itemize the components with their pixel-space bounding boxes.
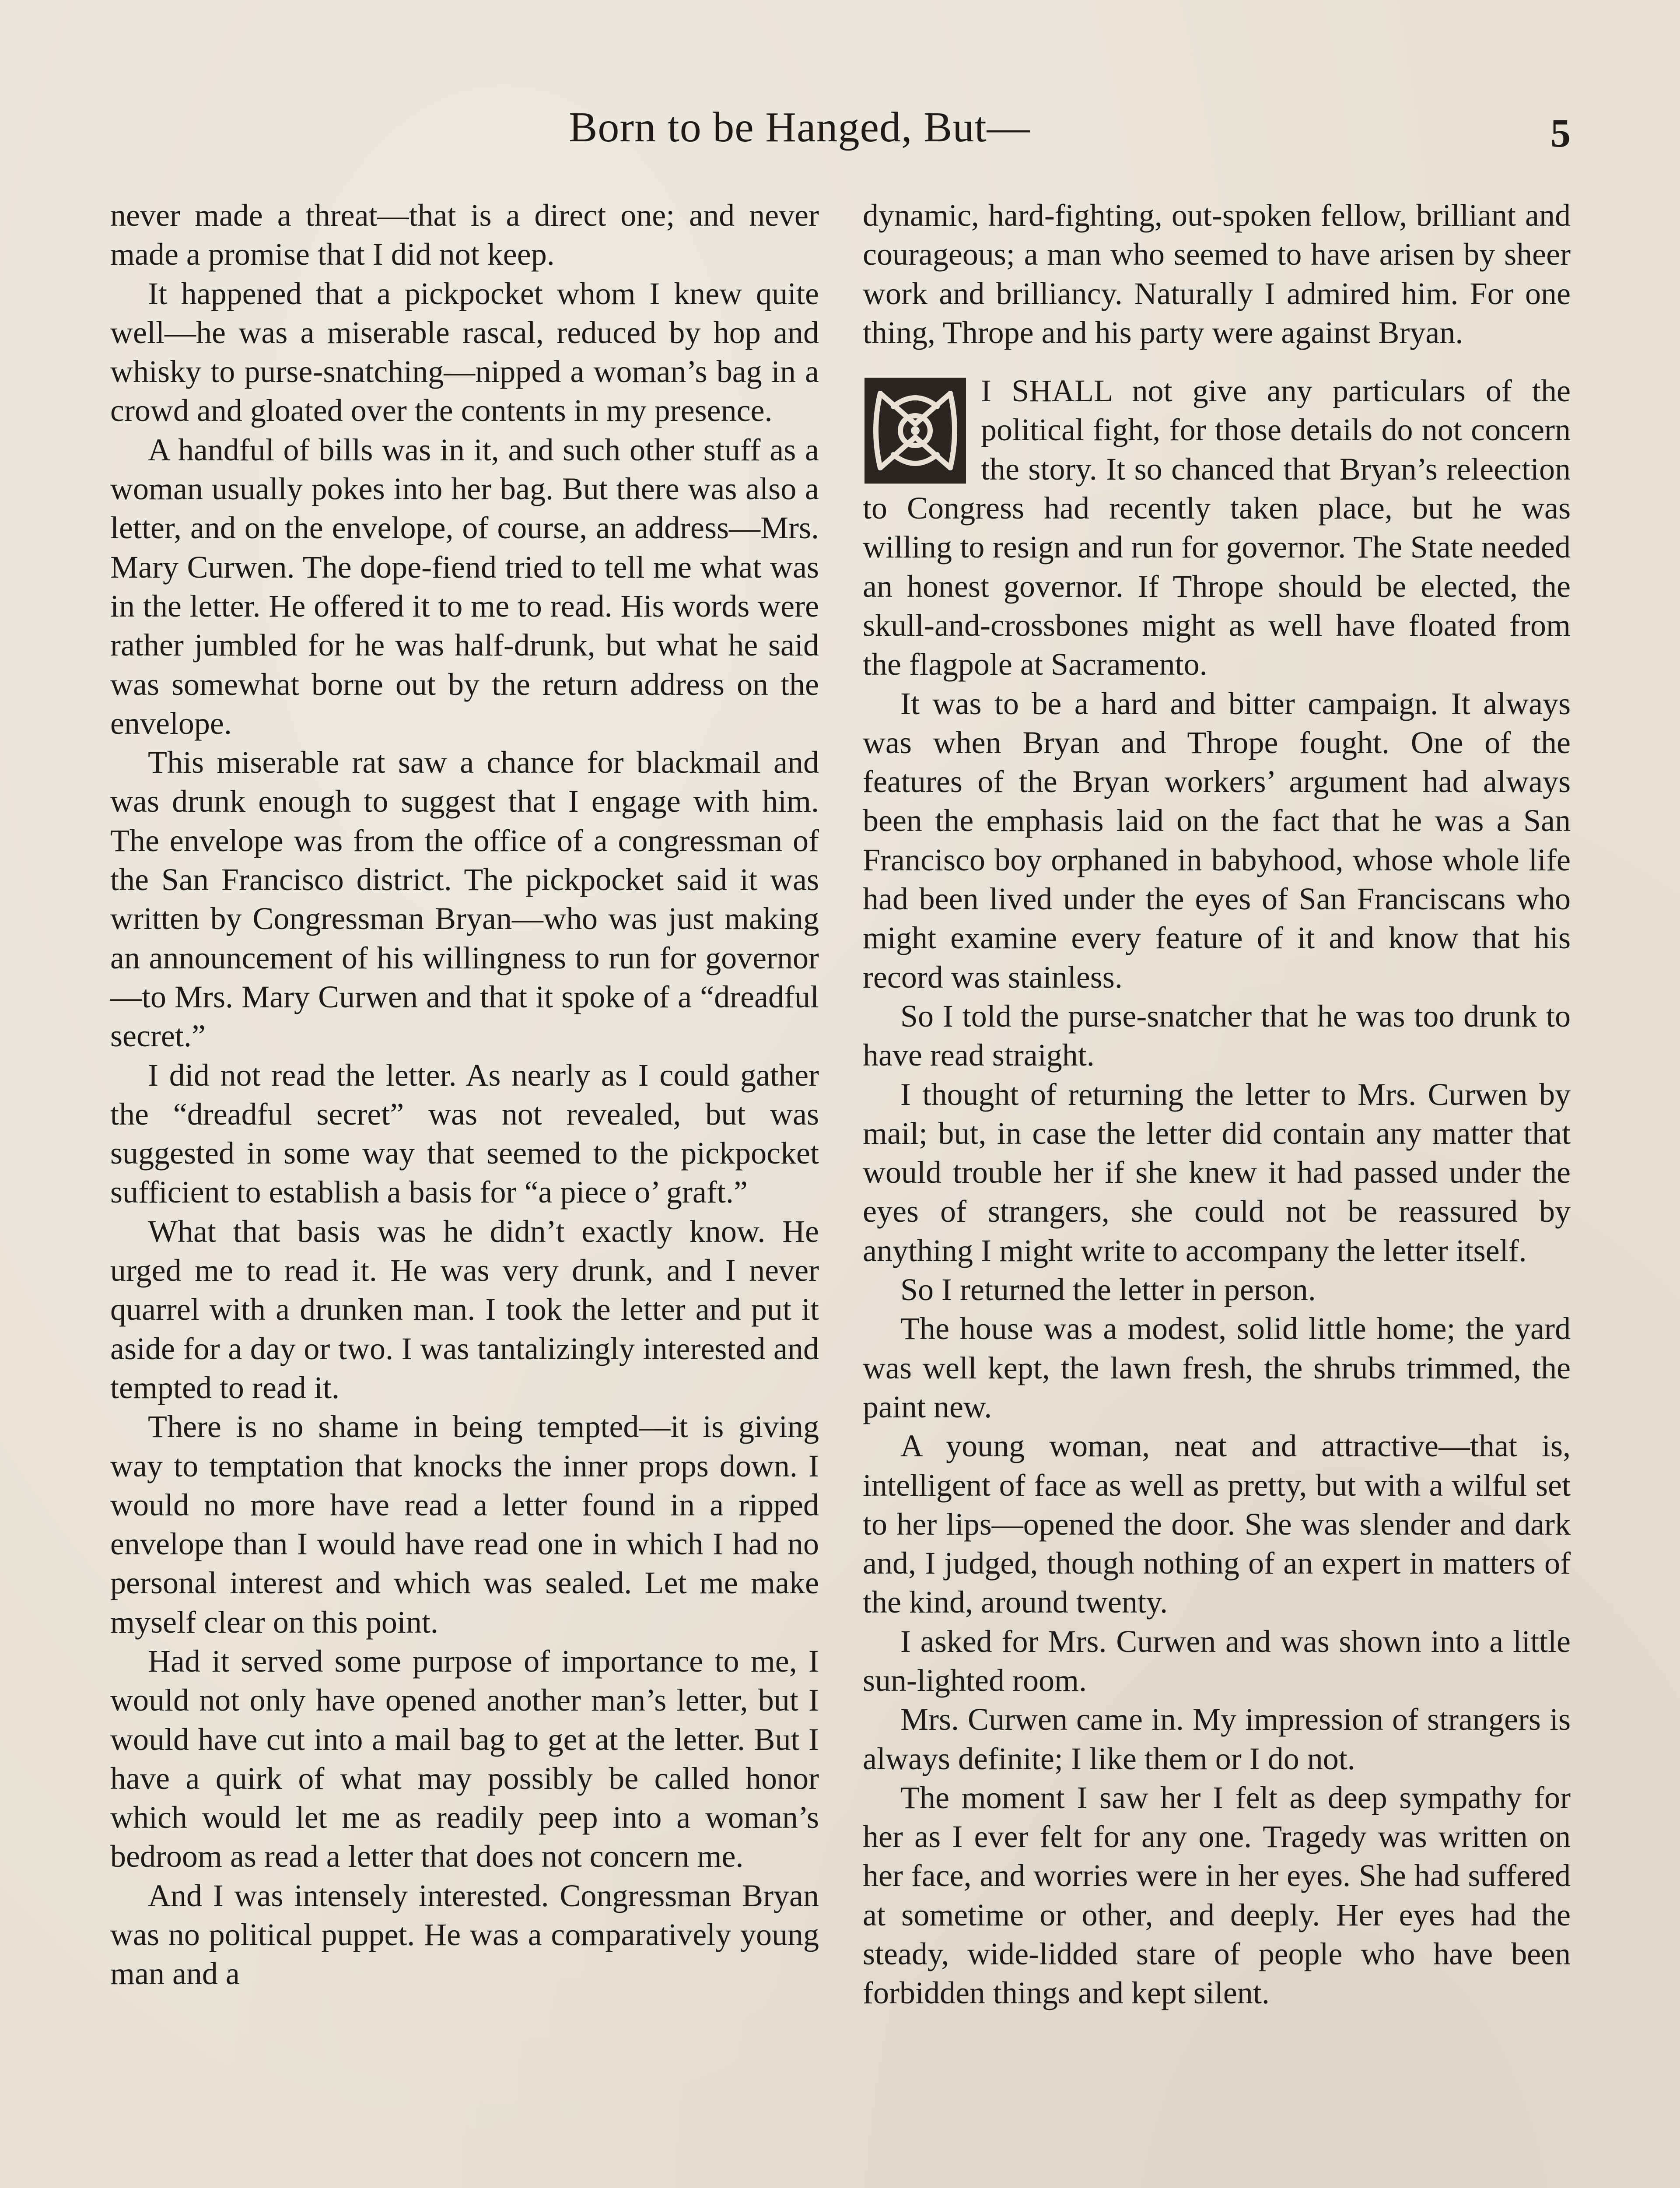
page-number: 5 bbox=[1550, 111, 1571, 155]
paragraph: Had it served some purpose of importance to me, I would not only have opened another man’s letter, but I would have cut into a mail bag to get at the letter. But I have a quirk of what may possibly be called honor which would let me as readily peep into a woman’s bedroom as read a letter that does not concern me. bbox=[110, 1643, 819, 1874]
paragraph: And I was intensely interested. Congressman Bryan was no political puppet. He was a comparatively young man and a bbox=[110, 1878, 819, 1992]
paragraph: A young woman, neat and attractive—that is, intelligent of face as well as pretty, but with a wilful set to her lips—opened the door. She was slender and dark and, I judged, though nothing of an expert in matters of the kind, around twenty. bbox=[863, 1428, 1571, 1620]
celtic-knot-ornament-icon bbox=[863, 376, 968, 485]
running-title: Born to be Hanged, But— bbox=[569, 104, 1030, 151]
paragraph: dynamic, hard-fighting, out-spoken fellow, brilliant and courageous; a man who seemed to have arisen by sheer work and brilliancy. Naturally I admired him. For one thing, Thrope and his party were against Bryan. bbox=[863, 198, 1571, 350]
paragraph: It happened that a pickpocket whom I knew quite well—he was a miserable rascal, reduced by hop and whisky to purse-snatching—nipped a woman’s bag in a crowd and gloated over the contents in my presence. bbox=[110, 276, 819, 428]
section-start-text: I SHALL not give any particulars of the political fight, for those details do not concern the story. It so chanced that Bryan’s releection to Congress had recently taken place, but he was willing to resign and run for governor. The State needed an honest governor. If Thrope should be elected, the skull-and-crossbones might as well have floated from the flagpole at Sacramento. bbox=[863, 373, 1571, 682]
paragraph: There is no shame in being tempted—it is giving way to temptation that knocks the inner props down. I would no more have read a letter found in a ripped envelope than I would have read one in which I had no personal interest and which was sealed. Let me make myself clear on this point. bbox=[110, 1409, 819, 1640]
paragraph: I did not read the letter. As nearly as I could gather the “dreadful secret” was not revealed, but was suggested in some way that seemed to the pickpocket sufficient to establish a basis for “a piece o’ graft.” bbox=[110, 1057, 819, 1210]
paragraph: It was to be a hard and bitter campaign. It always was when Bryan and Thrope fought. One of the features of the Bryan workers’ argument had always been the emphasis laid on the fact that he was a San Francisco boy orphaned in babyhood, whose whole life had been lived under the eyes of San Franciscans who might examine every feature of it and know that his record was stainless. bbox=[863, 686, 1571, 995]
paragraph: never made a threat—that is a direct one; and never made a promise that I did not keep. bbox=[110, 198, 819, 272]
left-column bbox=[110, 196, 819, 1994]
paragraph: I asked for Mrs. Curwen and was shown into a little sun-lighted room. bbox=[863, 1623, 1571, 1698]
paragraph: A handful of bills was in it, and such other stuff as a woman usually pokes into her bag. But there was also a letter, and on the envelope, of course, an address—Mrs. Mary Curwen. The dope-fiend tried to tell me what was in the letter. He offered it to me to read. His words were rather jumbled for he was half-drunk, but what he said was somewhat borne out by the return address on the envelope. bbox=[110, 432, 819, 741]
paragraph: So I told the purse-snatcher that he was too drunk to have read straight. bbox=[863, 998, 1571, 1073]
paragraph: Mrs. Curwen came in. My impression of strangers is always definite; I like them or I do not. bbox=[863, 1702, 1571, 1776]
right-column bbox=[863, 196, 1571, 2013]
paragraph: So I returned the letter in person. bbox=[900, 1272, 1316, 1308]
page-header bbox=[0, 103, 1680, 168]
paragraph: I thought of returning the letter to Mrs. Curwen by mail; but, in case the letter did contain any matter that would trouble her if she knew it had passed under the eyes of strangers, she could not be reassured by anything I might write to accompany the letter itself. bbox=[863, 1076, 1571, 1268]
paragraph: What that basis was he didn’t exactly know. He urged me to read it. He was very drunk, and I never quarrel with a drunken man. I took the letter and put it aside for a day or two. I was tantalizingly interested and tempted to read it. bbox=[110, 1213, 819, 1405]
section-start-paragraph bbox=[863, 372, 1571, 684]
paragraph: The house was a modest, solid little home; the yard was well kept, the lawn fresh, the shrubs trimmed, the paint new. bbox=[863, 1311, 1571, 1424]
paragraph: This miserable rat saw a chance for blackmail and was drunk enough to suggest that I engage with him. The envelope was from the office of a congressman of the San Francisco district. The pickpocket said it was written by Congressman Bryan—who was just making an announcement of his willingness to run for governor—to Mrs. Mary Curwen and that it spoke of a “dreadful secret.” bbox=[110, 745, 819, 1054]
paragraph: The moment I saw her I felt as deep sympathy for her as I ever felt for any one. Tragedy was written on her face, and worries were in her eyes. She had suffered at sometime or other, and deeply. Her eyes had the steady, wide-lidded stare of people who have been forbidden things and kept silent. bbox=[863, 1780, 1571, 2011]
